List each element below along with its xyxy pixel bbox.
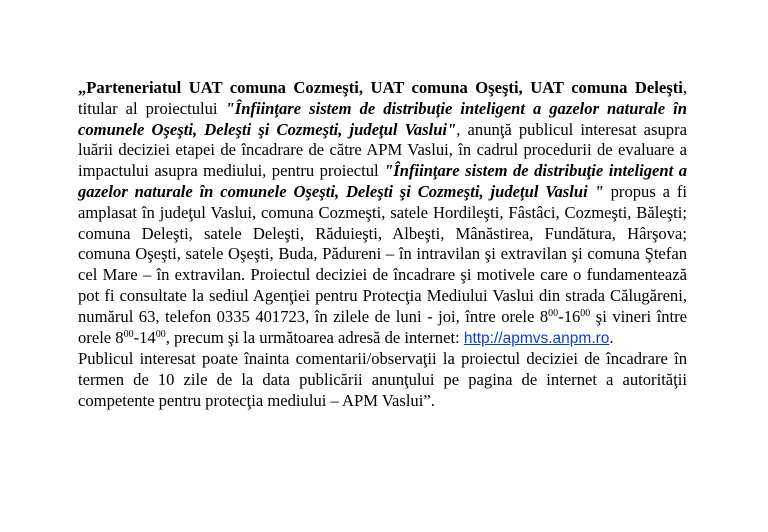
announcement-body-3: -16 <box>558 306 581 326</box>
partnership-name: „Parteneriatul UAT comuna Cozmeşti, UAT comuna Oşeşti, UAT comuna Deleşti <box>78 78 683 97</box>
titular-text: , titular al proiectului <box>78 78 687 118</box>
announcement-paragraph-1 <box>78 78 687 349</box>
apm-website-link[interactable]: http://apmvs.anpm.ro <box>463 329 610 347</box>
announcement-body-4: şi vineri între orele 8 <box>78 306 687 347</box>
announcement-body-2: propus a fi amplasat în judeţul Vaslui, comuna Cozmeşti, satele Hordileşti, Fâstâci, Cozmeşti, Băleşti; comuna Deleşti, satele Deleşti, Răduieşti, Albeşti, Mânăstirea, Fundătura, Hârşova; comuna Oşeşti, satele Oşeşti, Buda, Pădureni – în intravilan şi extravilan şi comuna Ştefan cel Mare – în extravilan. Proiectul deciziei de încadrare şi motivele care o fundamentează pot fi consultate la sediul Agenţiei pentru Protecţia Mediului Vaslui din strada Călugăreni, numărul 63, telefon 0335 401723, în zilele de luni - joi, între orele 8 <box>78 181 687 326</box>
announcement-body-5: -14 <box>133 327 156 347</box>
announcement-body-1: , anunţă publicul interesat asupra luării deciziei etapei de încadrare de către APM Vaslui, în cadrul procedurii de evaluare a impactului asupra mediului, pentru proiectul <box>78 119 687 181</box>
announcement-document <box>78 78 687 412</box>
announcement-body-6: , precum şi la următoarea adresă de internet: <box>165 327 464 347</box>
hour-superscript-1: 00 <box>548 307 559 319</box>
hour-superscript-4: 00 <box>155 328 166 340</box>
announcement-paragraph-2: Publicul interesat poate înainta comentarii/observaţii la proiectul deciziei de încadrare în termen de 10 zile de la data publicării anunţului pe pagina de internet a autorităţii competente pentru protecţia mediului – APM Vaslui”. <box>78 349 687 410</box>
project-title-first: "Înfiinţare sistem de distribuţie inteligent a gazelor naturale în comunele Oşeşti, Deleşti şi Cozmeşti, judeţul Vaslui" <box>78 98 688 139</box>
sentence-end: . <box>609 327 614 347</box>
hour-superscript-3: 00 <box>123 328 134 340</box>
project-title-second: "Înfiinţare sistem de distribuţie inteligent a gazelor naturale în comunele Oşeşti, Deleşti şi Cozmeşti, judeţul Vaslui " <box>78 161 687 201</box>
hour-superscript-2: 00 <box>580 307 591 319</box>
